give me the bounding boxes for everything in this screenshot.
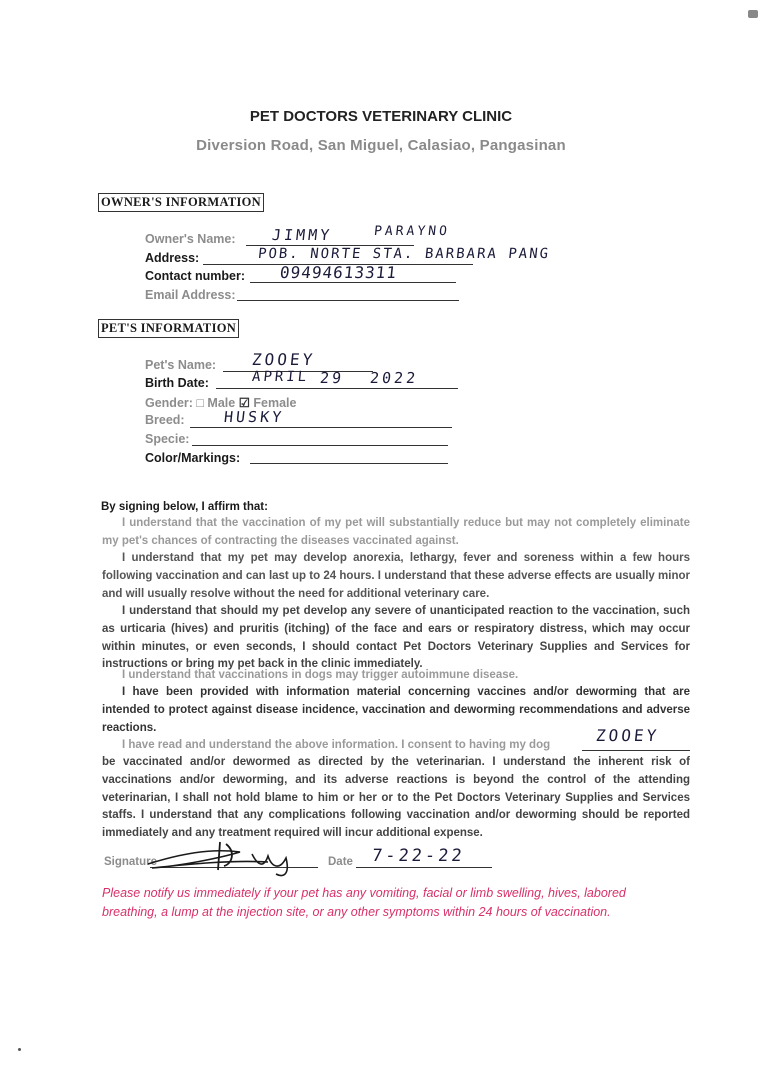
breed-line bbox=[190, 427, 452, 428]
dog-name-line bbox=[582, 750, 690, 751]
consent-paragraph-1: I understand that the vaccination of my pet will substantially reduce but may not completely eliminate my pet's chances of contracting the diseases vaccinated against. bbox=[102, 517, 690, 547]
vaccination-notice: Please notify us immediately if your pet has any vomiting, facial or limb swelling, hives, labored breathing, a lump at the injection site, or any other symptoms within 24 hours of vaccination. bbox=[102, 886, 626, 919]
birth-year: 2022 bbox=[369, 369, 420, 387]
contact-label: Contact number: bbox=[145, 269, 245, 283]
owner-section-title: OWNER'S INFORMATION bbox=[98, 193, 264, 212]
clinic-title: PET DOCTORS VETERINARY CLINIC bbox=[249, 108, 513, 125]
owner-last-name: PARAYNO bbox=[373, 224, 451, 239]
check-icon: ☑ bbox=[238, 396, 250, 410]
consent-paragraph-4: I understand that vaccinations in dogs may trigger autoimmune disease. bbox=[122, 669, 519, 681]
color-label: Color/Markings: bbox=[145, 451, 241, 465]
address-value: POB. NORTE STA. BARBARA PANG bbox=[257, 246, 551, 262]
pet-name-label: Pet's Name: bbox=[145, 358, 217, 372]
consent-paragraph-2: I understand that my pet may develop anorexia, lethargy, fever and soreness within a few hours following vaccination and can last up to 24 hours. I understand that these adverse effects are usually minor and will usually resolve without the need for additional veterinary care. bbox=[102, 552, 690, 600]
birth-day: 29 bbox=[319, 369, 346, 387]
birth-month: APRIL bbox=[251, 369, 310, 385]
date-value: 7-22-22 bbox=[370, 846, 466, 866]
breed-value: HUSKY bbox=[223, 408, 286, 426]
date-line bbox=[356, 867, 492, 868]
consent-paragraph-6-start: I have read and understand the above information. I consent to having my dog bbox=[122, 739, 551, 751]
consent-paragraph-5: I have been provided with information material concerning vaccines and/or deworming that are intended to protect against disease incidence, vaccination and deworming recommendations and adverse reactions. bbox=[102, 686, 690, 734]
owner-first-name: JIMMY bbox=[271, 226, 334, 244]
owner-name-label: Owner's Name: bbox=[145, 232, 236, 246]
pet-name-value: ZOOEY bbox=[251, 350, 317, 369]
contact-line bbox=[250, 282, 456, 283]
date-label: Date bbox=[328, 856, 353, 868]
gender-female-text: Female bbox=[253, 396, 297, 410]
birth-date-line bbox=[216, 388, 458, 389]
email-label: Email Address: bbox=[145, 288, 236, 302]
contact-value: 09494613311 bbox=[279, 263, 398, 282]
email-line bbox=[237, 300, 459, 301]
signature-label: Signature bbox=[104, 856, 158, 868]
specie-label: Specie: bbox=[145, 432, 190, 446]
scan-corner-mark bbox=[748, 10, 758, 18]
signature-scribble bbox=[140, 834, 310, 878]
pet-section-title: PET'S INFORMATION bbox=[98, 319, 239, 338]
clinic-address: Diversion Road, San Miguel, Calasiao, Pangasinan bbox=[196, 137, 566, 154]
breed-label: Breed: bbox=[145, 413, 185, 427]
consent-paragraph-3: I understand that should my pet develop any severe of unanticipated reaction to the vaccination, such as urticaria (hives) and pruritis (itching) of the face and ears or respiratory distress, which may occur within minutes, or even seconds, I should contact Pet Doctors Veterinary Supplies and Services for instructions or bring my pet back in the clinic immediately. bbox=[102, 605, 690, 671]
dog-name-value: ZOOEY bbox=[595, 726, 661, 745]
scan-speck bbox=[18, 1048, 21, 1051]
gender-male-text: Gender: □ Male bbox=[145, 396, 236, 410]
color-line bbox=[250, 463, 448, 464]
address-label: Address: bbox=[145, 251, 200, 265]
specie-line bbox=[192, 445, 448, 446]
consent-paragraph-6-rest: be vaccinated and/or dewormed as directed by the veterinarian. I understand the inherent risk of vaccinations and/or deworming, and its adverse reactions is beyond the control of the attending veterinarian, I shall not hold blame to him or her or to the Pet Doctors Veterinary Supplies and Services staffs. I understand that any complications following vaccination and/or deworming should be reported immediately and any treatment required will incur additional expense. bbox=[102, 756, 690, 840]
consent-intro: By signing below, I affirm that: bbox=[101, 501, 268, 513]
birth-date-label: Birth Date: bbox=[145, 376, 209, 390]
